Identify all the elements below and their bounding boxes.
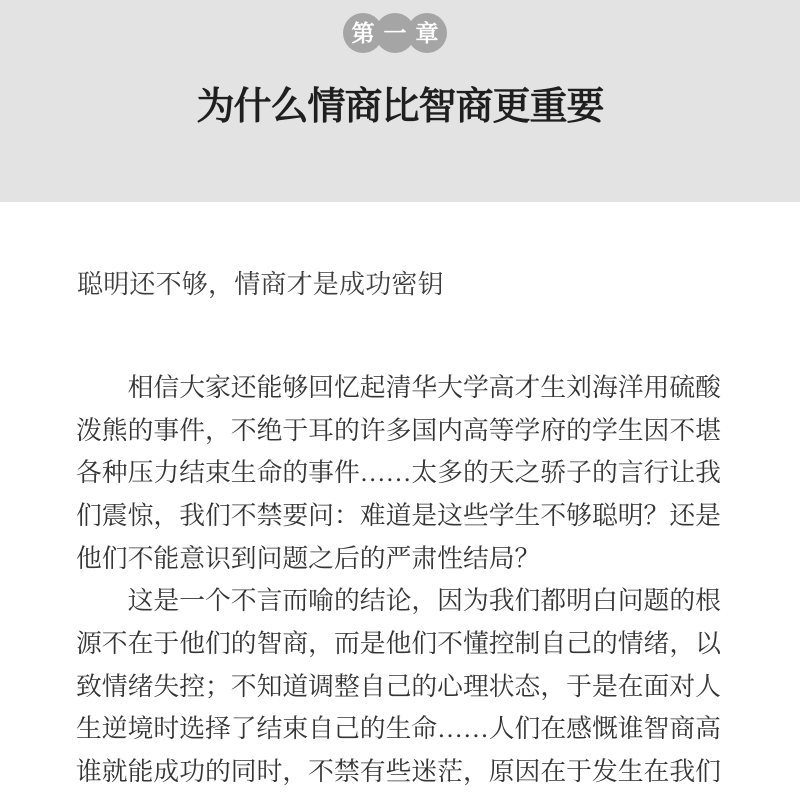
text-line: 这是一个不言而喻的结论，因为我们都明白问题的根	[76, 586, 721, 616]
text-line: 们震惊，我们不禁要问：难道是这些学生不够聪明？还是	[76, 500, 721, 530]
text-line: 泼熊的事件，不绝于耳的许多国内高等学府的学生因不堪	[76, 415, 721, 445]
chapter-badge-char-3: 章	[415, 19, 439, 46]
chapter-badge	[343, 13, 447, 53]
text-line: 源不在于他们的智商，而是他们不懂控制自己的情绪，以	[76, 628, 721, 658]
section-heading: 聪明还不够，情商才是成功密钥	[77, 269, 444, 299]
text-line: 生逆境时选择了结束自己的生命……人们在感慨谁智商高	[76, 714, 721, 744]
chapter-header-band	[0, 0, 800, 202]
paragraph-1	[76, 367, 726, 580]
text-line: 谁就能成功的同时，不禁有些迷茫，原因在于发生在我们	[76, 756, 721, 786]
text-line: 各种压力结束生命的事件……太多的天之骄子的言行让我	[76, 458, 721, 488]
paragraph-2	[76, 580, 726, 793]
chapter-badge-circle-2	[375, 13, 415, 53]
text-line: 他们不能意识到问题之后的严肃性结局？	[76, 543, 541, 573]
chapter-badge-char-2: 一	[383, 19, 407, 46]
text-line: 致情绪失控；不知道调整自己的心理状态，于是在面对人	[76, 671, 721, 701]
chapter-title: 为什么情商比智商更重要	[196, 86, 604, 128]
text-line: 相信大家还能够回忆起清华大学高才生刘海洋用硫酸	[76, 373, 721, 402]
chapter-badge-char-1: 第	[351, 19, 375, 46]
body-text	[76, 367, 726, 794]
